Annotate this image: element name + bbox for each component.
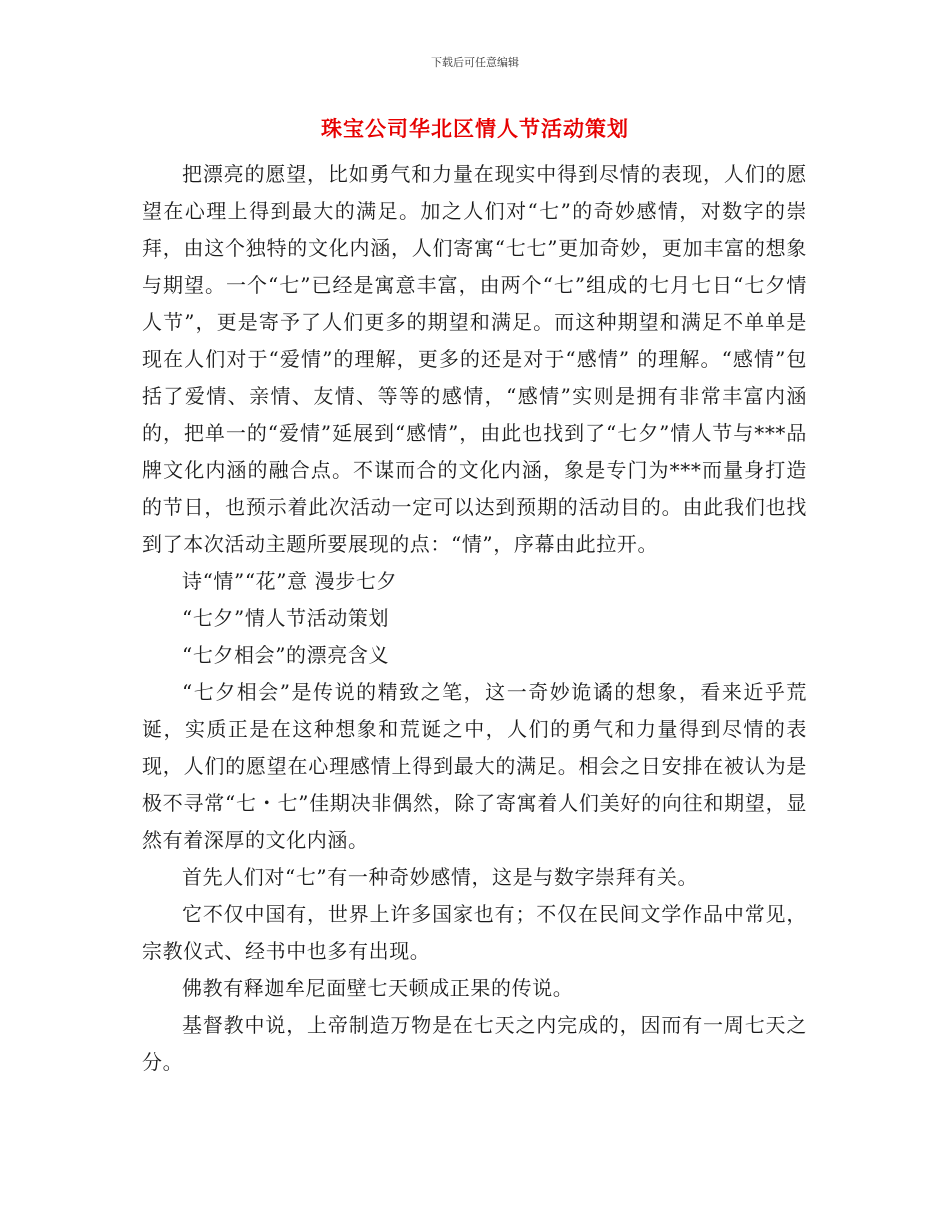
paragraph-meeting-legend: “七夕相会”是传说的精致之笔，这一奇妙诡谲的想象，看来近乎荒诞，实质正是在这种想象和荒诞之中，人们的勇气和力量得到尽情的表现，人们的愿望在心理感情上得到最大的满足。相会之日安排在被认为是极不寻常“七・七”佳期决非偶然，除了寄寓着人们美好的向往和期望，显然有着深厚的文化内涵。 [142,680,807,852]
document-title: 珠宝公司华北区情人节活动策划 [321,117,629,141]
paragraph-plan-heading: “七夕”情人节活动策划 [182,606,390,630]
document-body [142,156,807,1081]
paragraph-meaning-heading: “七夕相会”的漂亮含义 [182,643,390,667]
paragraph-number-worship: 首先人们对“七”有一种奇妙感情，这是与数字崇拜有关。 [182,865,699,889]
paragraph-worldwide: 它不仅中国有，世界上许多国家也有；不仅在民间文学作品中常见，宗教仪式、经书中也多有出现。 [142,902,807,963]
paragraph-theme-line: 诗“情”“花”意 漫步七夕 [182,569,398,593]
paragraph-intro: 把漂亮的愿望，比如勇气和力量在现实中得到尽情的表现，人们的愿望在心理上得到最大的满足。加之人们对“七”的奇妙感情，对数字的崇拜，由这个独特的文化内涵，人们寄寓“七七”更加奇妙，更加丰富的想象与期望。一个“七”已经是寓意丰富，由两个“七”组成的七月七日“七夕情人节”，更是寄予了人们更多的期望和满足。而这种期望和满足不单单是现在人们对于“爱情”的理解，更多的还是对于“感情” 的理解。“感情”包括了爱情、亲情、友情、等等的感情，“感情”实则是拥有非常丰富内涵的，把单一的“爱情”延展到“感情”，由此也找到了“七夕”情人节与***品牌文化内涵的融合点。不谋而合的文化内涵，象是专门为***而量身打造的节日，也预示着此次活动一定可以达到预期的活动目的。由此我们也找到了本次活动主题所要展现的点：“情”，序幕由此拉开。 [142,162,807,556]
header-note: 下载后可任意编辑 [431,56,519,69]
paragraph-buddhism: 佛教有释迦牟尼面壁七天顿成正果的传说。 [182,976,574,1000]
paragraph-christianity: 基督教中说，上帝制造万物是在七天之内完成的，因而有一周七天之分。 [142,1013,807,1074]
